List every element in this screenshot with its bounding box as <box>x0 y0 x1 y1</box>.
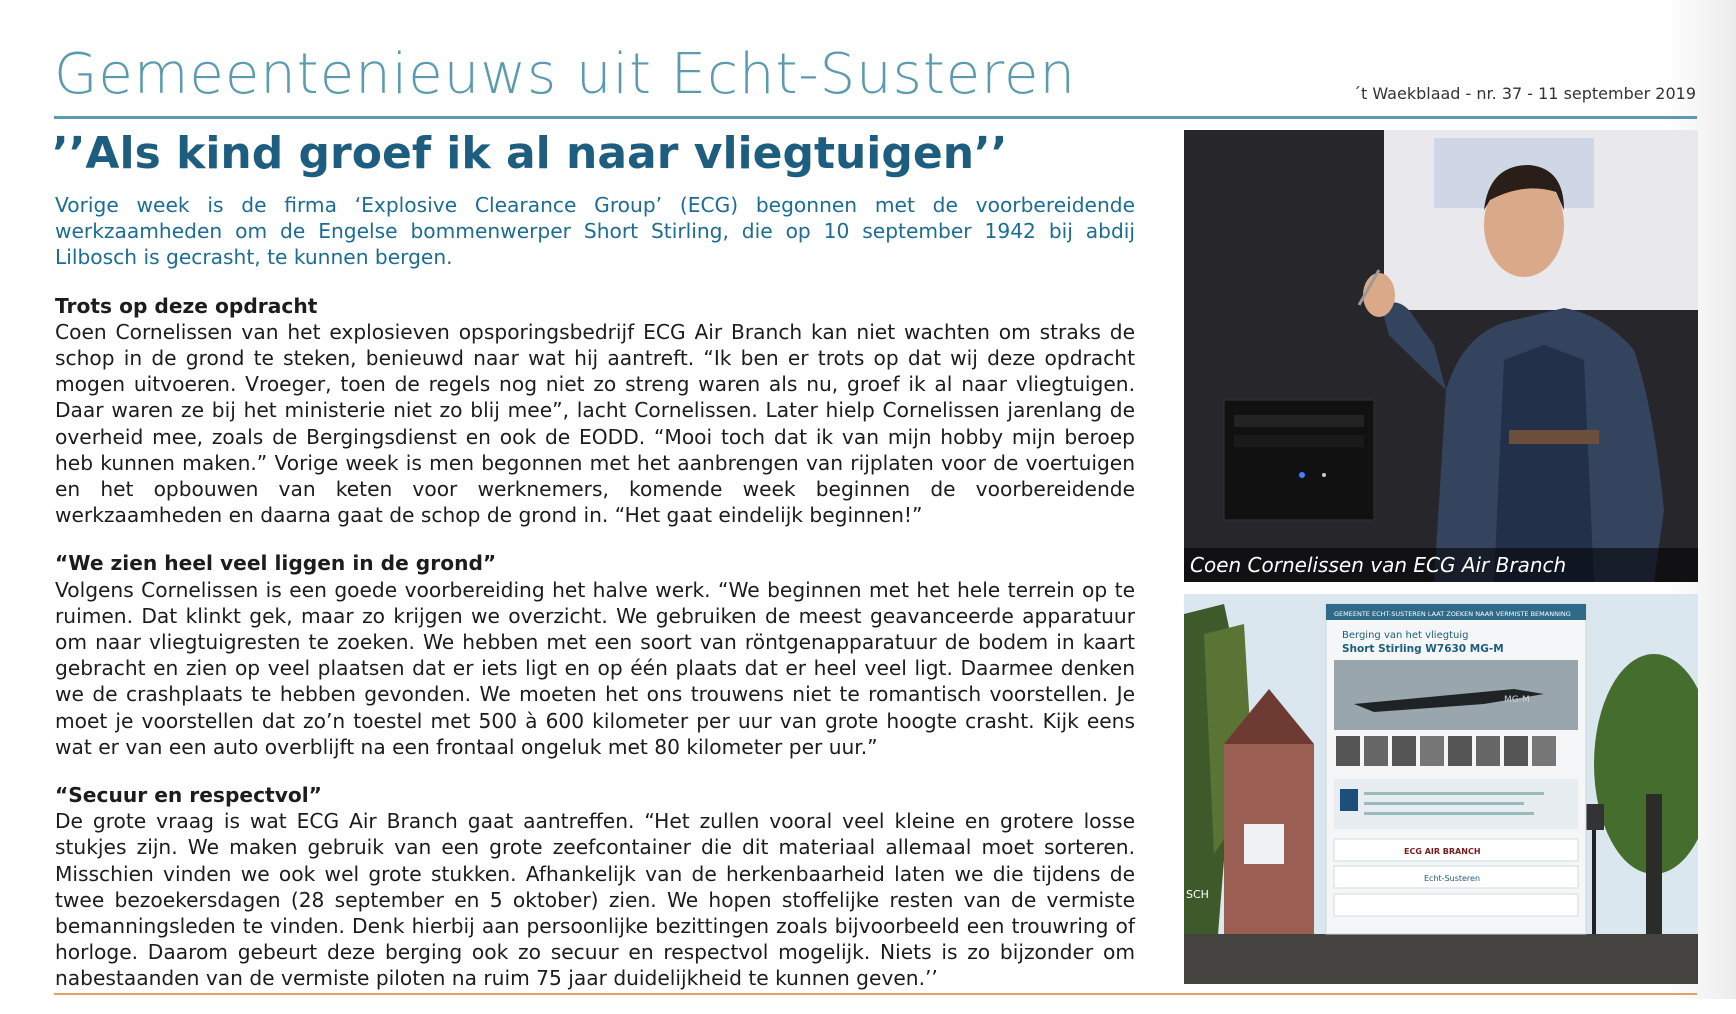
section-body: De grote vraag is wat ECG Air Branch gaat aantreffen. “Het zullen vooral veel kleine en grotere losse stukjes zijn. We maken gebruik van een grote zeefcontainer die dit materiaal allemaal moet sorteren. Misschien vinden we ook wel grote stukken. Afhankelijk van de herkenbaarheid laten we die tijdens de twee bezoekersdagen (28 september en 5 oktober) zien. We hopen stoffelijke resten van de vermiste bemanningsleden te vinden. Denk hierbij aan persoonlijke bezittingen zoals bijvoorbeeld een trouwring of horloge. Daarom gebeurt deze berging ook zo secuur en respectvol mogelijk. Niets is zo bijzonder om nabestaanden van de vermiste piloten na ruim 75 jaar duidelijkheid te kunnen geven.’’ <box>55 809 1135 991</box>
photo-speaker <box>1184 130 1698 582</box>
issue-info: ´t Waekblaad - nr. 37 - 11 september 2019 <box>1353 84 1696 103</box>
speaker-illustration <box>1184 130 1698 582</box>
sign-aircraft: Short Stirling W7630 MG-M <box>1342 643 1504 655</box>
sign-logo-ecg: ECG AIR BRANCH <box>1404 847 1481 856</box>
section-heading: “Secuur en respectvol” <box>55 783 322 808</box>
article-headline: ’’Als kind groef ik al naar vliegtuigen’’ <box>52 128 1008 179</box>
sign-logo-municipality: Echt-Susteren <box>1424 874 1481 883</box>
masthead-title: Gemeentenieuws uit Echt-Susteren <box>54 42 1076 107</box>
section-heading: Trots op deze opdracht <box>55 293 318 318</box>
section-body: Volgens Cornelissen is een goede voorbereiding het halve werk. “We beginnen met het hele terrein op te ruimen. Dat klinkt gek, maar zo krijgen we overzicht. We gebruiken de meest geavanceerde apparatuur om naar vliegtuigresten te zoeken. We hebben met een soort van röntgenapparatuur de bodem in kaart gebracht en zien op veel plaatsen dat er iets ligt en op één plaats dat er heel veel ligt. Daarmee denken we de crashplaats te hebben gevonden. We moeten het ons trouwens niet te romantisch voorstellen. Je moet je voorstellen dat zo’n toestel met 500 à 600 kilometer per uur van grote hoogte crasht. Kijk eens wat er van een auto overblijft na een frontaal ongeluk met 80 kilometer per uur.” <box>55 577 1135 759</box>
sign-top-banner: GEMEENTE ECHT-SUSTEREN LAAT ZOEKEN NAAR VERMISTE BEMANNING <box>1334 610 1571 618</box>
sign-tail-code: MG-M <box>1504 695 1530 705</box>
sign-side-text: SCH <box>1186 888 1209 901</box>
photo-sign <box>1184 594 1698 984</box>
masthead-rule <box>54 116 1697 119</box>
photo-caption: Coen Cornelissen van ECG Air Branch <box>1184 548 1698 582</box>
section-heading: “We zien heel veel liggen in de grond” <box>55 551 497 576</box>
sign-subtitle: Berging van het vliegtuig <box>1342 630 1469 641</box>
article-body <box>55 192 1135 1014</box>
article-lead: Vorige week is de firma ‘Explosive Clearance Group’ (ECG) begonnen met de voorbereidende werkzaamheden om de Engelse bommenwerper Short Stirling, die op 10 september 1942 bij abdij Lilbosch is gecrasht, te kunnen bergen. <box>55 193 1135 270</box>
section-body: Coen Cornelissen van het explosieven opsporingsbedrijf ECG Air Branch kan niet wachten om straks de schop in de grond te steken, benieuwd naar wat hij aantreft. “Ik ben er trots op dat wij deze opdracht mogen uitvoeren. Vroeger, toen de regels nog niet zo streng waren als nu, groef ik al naar vliegtuigen. Daar waren ze bij het ministerie niet zo blij mee”, lacht Cornelissen. Later hielp Cornelissen jarenlang de overheid mee, zoals de Bergingsdienst en ook de EODD. “Mooi toch dat ik van mijn hobby mijn beroep heb kunnen maken.” Vorige week is men begonnen met het aanbrengen van rijplaten voor de voertuigen en het opbouwen van keten voor werknemers, komende week beginnen de voorbereidende werkzaamheden en daarna gaat de schop de grond in. “Het gaat eindelijk beginnen!” <box>55 319 1135 528</box>
footer-rule <box>54 993 1697 995</box>
sign-illustration <box>1184 594 1698 984</box>
sign-board <box>1326 604 1586 934</box>
